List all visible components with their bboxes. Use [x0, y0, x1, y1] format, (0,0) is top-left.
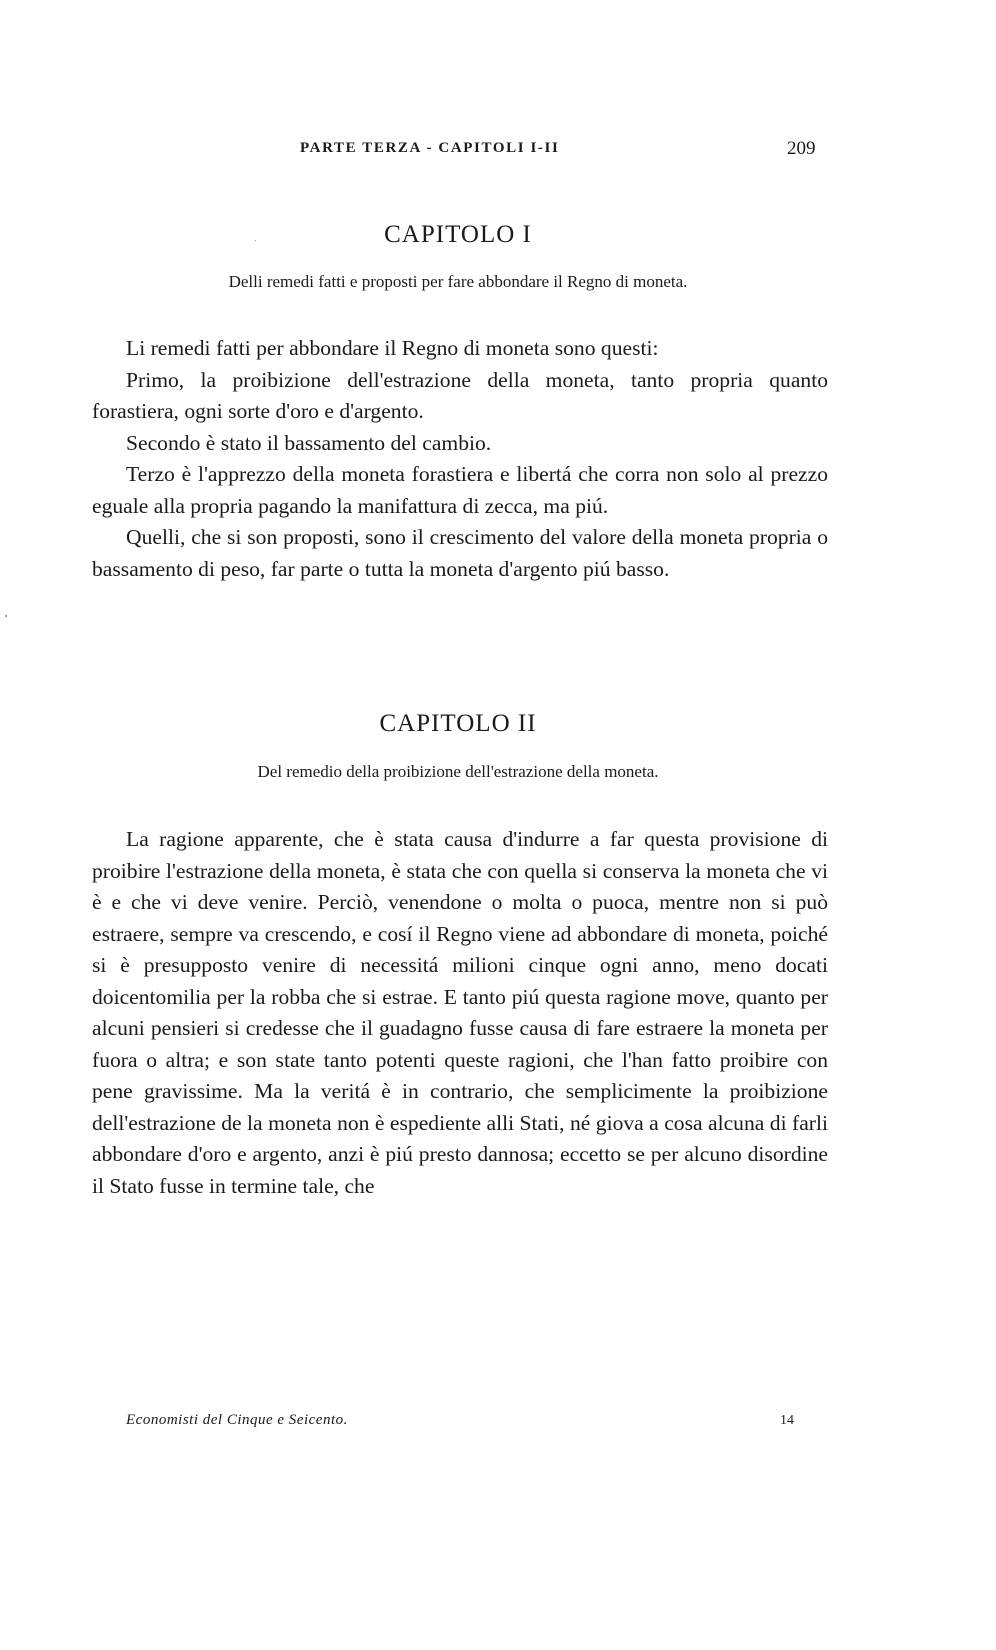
footer-book-title: Economisti del Cinque e Seicento.: [126, 1412, 348, 1428]
page-number: 209: [787, 138, 816, 159]
chapter-1-subtitle: Delli remedi fatti e proposti per fare abbondare il Regno di moneta.: [228, 272, 688, 291]
paragraph: Primo, la proibizione dell'estrazione della moneta, tanto propria quanto forastiera, ogni sorte d'oro e d'argento.: [92, 367, 828, 423]
signature-mark: 14: [780, 1413, 794, 1428]
paragraph: La ragione apparente, che è stata causa d'indurre a far questa provisione di proibire l'estrazione della moneta, è stata che con quella si conserva la moneta che vi è e che vi deve venire. Perciò, venendone o molta o puoca, mentre non si può estraere, sempre va crescendo, e cosí il Regno viene ad abbondare di moneta, poiché si è presupposto venire di necessitá milioni cinque ogni anno, meno docati doicentomilia per la robba che si estrae. E tanto piú questa ragione move, quanto per alcuni pensieri si credesse che il guadagno fusse causa di fare estraere la moneta per fuora o altra; e son state tanto potenti queste ragioni, che l'han fatto proibire con pene gravissime. Ma la veritá è in contrario, che semplicimente la proibizione dell'estrazione de la moneta non è espediente alli Stati, né giova a cosa alcuna di farli abbondare d'oro e argento, anzi è piú presto dannosa; eccetto se per alcuno disordine il Stato fusse in termine tale, che: [92, 827, 828, 1198]
chapter-2-body: [92, 824, 828, 1202]
running-head: [0, 140, 996, 164]
paragraph: Terzo è l'apprezzo della moneta forastiera e libertá che corra non solo al prezzo eguale alla propria pagando la manifattura di zecca, ma piú.: [92, 462, 828, 518]
scan-speck: [5, 615, 7, 617]
chapter-1-body: [92, 333, 828, 585]
running-title: PARTE TERZA - CAPITOLI I-II: [300, 140, 560, 156]
paragraph: Secondo è stato il bassamento del cambio.: [126, 430, 492, 455]
chapter-2-heading: CAPITOLO II: [379, 710, 537, 737]
scan-speck: [255, 240, 256, 241]
paragraph: Li remedi fatti per abbondare il Regno di moneta sono questi:: [126, 336, 659, 360]
chapter-1-heading: CAPITOLO I: [384, 221, 532, 248]
chapter-2-subtitle: Del remedio della proibizione dell'estrazione della moneta.: [257, 762, 659, 781]
paragraph: Quelli, che si son proposti, sono il crescimento del valore della moneta propria o bassamento di peso, far parte o tutta la moneta d'argento piú basso.: [92, 525, 828, 581]
page-footer: [0, 1412, 996, 1436]
